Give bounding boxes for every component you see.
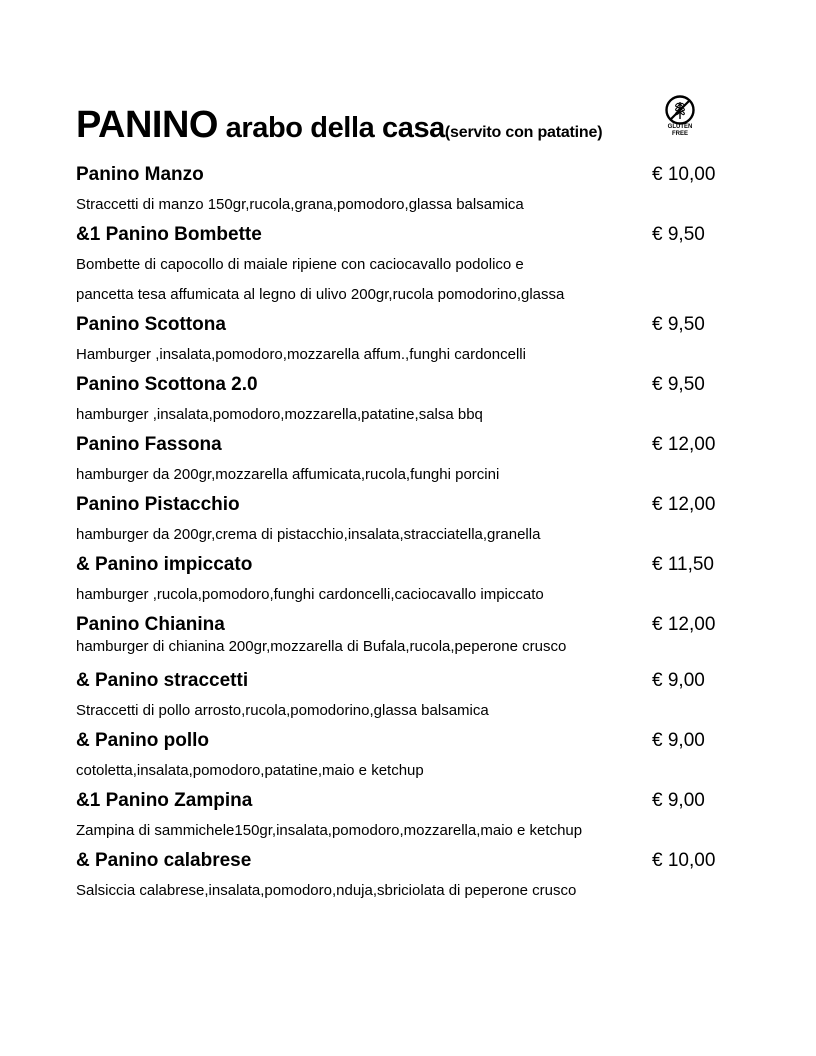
item-price: € 9,00 (652, 790, 705, 811)
menu-item (76, 160, 736, 220)
gluten-free-label-line2: FREE (671, 131, 688, 137)
item-price: € 12,00 (652, 614, 716, 635)
title-main: PANINO (76, 104, 218, 146)
item-description: cotoletta,insalata,pomodoro,patatine,maio e ketchup (76, 762, 424, 779)
menu-list (76, 160, 736, 906)
item-name: & Panino impiccato (76, 554, 253, 575)
item-description: Straccetti di manzo 150gr,rucola,grana,pomodoro,glassa balsamica (76, 196, 524, 213)
menu-item (76, 430, 736, 490)
title-sub: arabo della casa (217, 112, 445, 144)
menu-item (76, 786, 736, 846)
item-price: € 9,00 (652, 670, 705, 691)
gluten-free-label (660, 124, 700, 138)
gluten-free-badge (660, 94, 700, 140)
menu-item (76, 490, 736, 550)
item-description: hamburger da 200gr,crema di pistacchio,insalata,stracciatella,granella (76, 526, 541, 543)
page-title (76, 104, 716, 150)
gluten-free-label-line1: GLUTEN (667, 124, 693, 130)
item-name: Panino Scottona 2.0 (76, 374, 258, 395)
item-name: &1 Panino Bombette (76, 224, 262, 245)
menu-item (76, 610, 736, 658)
item-description: hamburger da 200gr,mozzarella affumicata,rucola,funghi porcini (76, 466, 500, 483)
item-name: Panino Pistacchio (76, 494, 240, 515)
item-price: € 9,50 (652, 224, 705, 245)
item-price: € 9,50 (652, 374, 705, 395)
item-name: Panino Chianina (76, 614, 225, 635)
item-name: & Panino straccetti (76, 670, 249, 691)
item-name: Panino Fassona (76, 434, 222, 455)
gluten-free-icon (664, 94, 696, 126)
item-description: Zampina di sammichele150gr,insalata,pomodoro,mozzarella,maio e ketchup (76, 822, 583, 839)
item-name: & Panino calabrese (76, 850, 252, 871)
menu-item (76, 370, 736, 430)
item-description: hamburger di chianina 200gr,mozzarella di Bufala,rucola,peperone crusco (76, 638, 567, 655)
item-name: Panino Scottona (76, 314, 226, 335)
item-description: Straccetti di pollo arrosto,rucola,pomodorino,glassa balsamica (76, 702, 489, 719)
item-description: Hamburger ,insalata,pomodoro,mozzarella affum.,funghi cardoncelli (76, 346, 526, 363)
item-name: &1 Panino Zampina (76, 790, 253, 811)
item-price: € 12,00 (652, 494, 716, 515)
item-price: € 12,00 (652, 434, 716, 455)
item-description: hamburger ,insalata,pomodoro,mozzarella,patatine,salsa bbq (76, 406, 483, 423)
item-price: € 11,50 (652, 554, 714, 575)
item-description: hamburger ,rucola,pomodoro,funghi cardoncelli,caciocavallo impiccato (76, 586, 544, 603)
item-price: € 9,50 (652, 314, 705, 335)
menu-item (76, 550, 736, 610)
title-note: (servito con patatine) (444, 124, 603, 141)
item-description: Bombette di capocollo di maiale ripiene con caciocavallo podolico e pancetta tesa affumicata al legno di ulivo 200gr,rucola pomodorino,glassa (76, 256, 565, 303)
menu-item (76, 666, 736, 726)
menu-item (76, 846, 736, 906)
item-name: & Panino pollo (76, 730, 209, 751)
item-price: € 9,00 (652, 730, 705, 751)
item-price: € 10,00 (652, 164, 716, 185)
item-name: Panino Manzo (76, 164, 204, 185)
menu-item (76, 726, 736, 786)
menu-item (76, 310, 736, 370)
item-price: € 10,00 (652, 850, 716, 871)
item-description: Salsiccia calabrese,insalata,pomodoro,nduja,sbriciolata di peperone crusco (76, 882, 577, 899)
menu-item (76, 220, 736, 310)
